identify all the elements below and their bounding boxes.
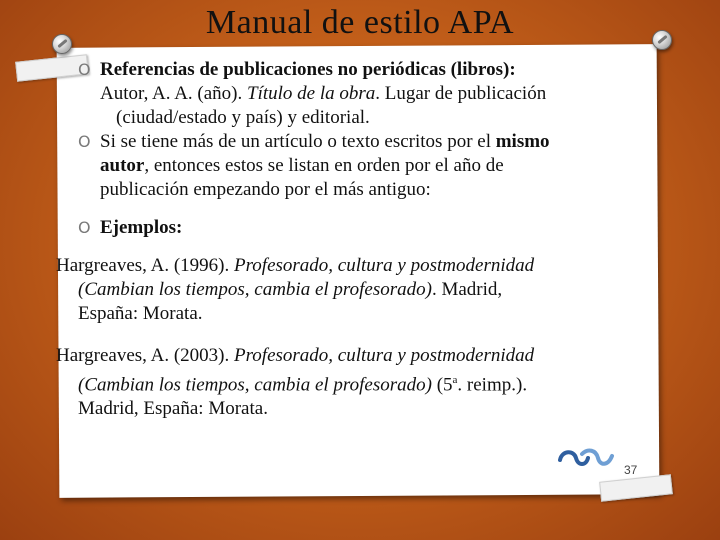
- same-author-bold-2: autor: [100, 155, 145, 176]
- wave-logo-icon: [556, 446, 616, 470]
- ref-publisher: España: Morata.: [78, 303, 203, 324]
- bullet-marker: O: [78, 132, 91, 151]
- ref-title: Profesorado, cultura y postmodernidad: [234, 345, 535, 366]
- same-author-line-2: [78, 154, 648, 178]
- slide-number: 37: [624, 463, 638, 477]
- same-author-text: Si se tiene más de un artículo o texto escritos por el: [100, 131, 496, 152]
- same-author-bold: mismo: [495, 131, 550, 152]
- same-author-line-3: publicación empezando por el más antiguo:: [100, 179, 431, 200]
- ref-edition: (5: [431, 374, 453, 396]
- pushpin-icon: [652, 30, 672, 50]
- slide-body: [56, 58, 648, 421]
- reference-2: [56, 344, 648, 421]
- same-author-text-2: , entonces estos se listan en orden por el año de: [144, 155, 504, 176]
- reference-1: [56, 254, 648, 326]
- ref-place: . Madrid,: [431, 279, 503, 300]
- format-rest: . Lugar de publicación: [375, 83, 547, 104]
- format-author: Autor, A. A. (año).: [100, 83, 247, 104]
- bullet-label: Referencias de publicaciones no periódicas (libros):: [100, 59, 516, 80]
- ref-edition-sup: a: [452, 374, 458, 386]
- bullet-marker: O: [78, 60, 91, 79]
- pushpin-icon: [52, 34, 72, 54]
- ref-author: Hargreaves, A. (2003).: [56, 345, 234, 366]
- ref-subtitle: (Cambian los tiempos, cambia el profesorado): [78, 279, 432, 300]
- bullet-same-author: [78, 130, 648, 154]
- examples-label: Ejemplos:: [100, 217, 183, 238]
- ref-author: Hargreaves, A. (1996).: [56, 255, 234, 276]
- format-line-2: (ciudad/estado y país) y editorial.: [116, 107, 370, 128]
- ref-title: Profesorado, cultura y postmodernidad: [234, 255, 535, 276]
- ref-reimp: . reimp.).: [457, 374, 528, 396]
- bullet-examples: [78, 216, 648, 240]
- bullet-marker: O: [78, 218, 91, 237]
- format-title: Título de la obra: [247, 83, 376, 104]
- ref-publisher: Madrid, España: Morata.: [78, 398, 268, 420]
- slide-title: Manual de estilo APA: [205, 4, 515, 41]
- bullet-references: [78, 58, 648, 82]
- ref-subtitle: (Cambian los tiempos, cambia el profesorado): [78, 374, 432, 396]
- format-line: [78, 82, 648, 106]
